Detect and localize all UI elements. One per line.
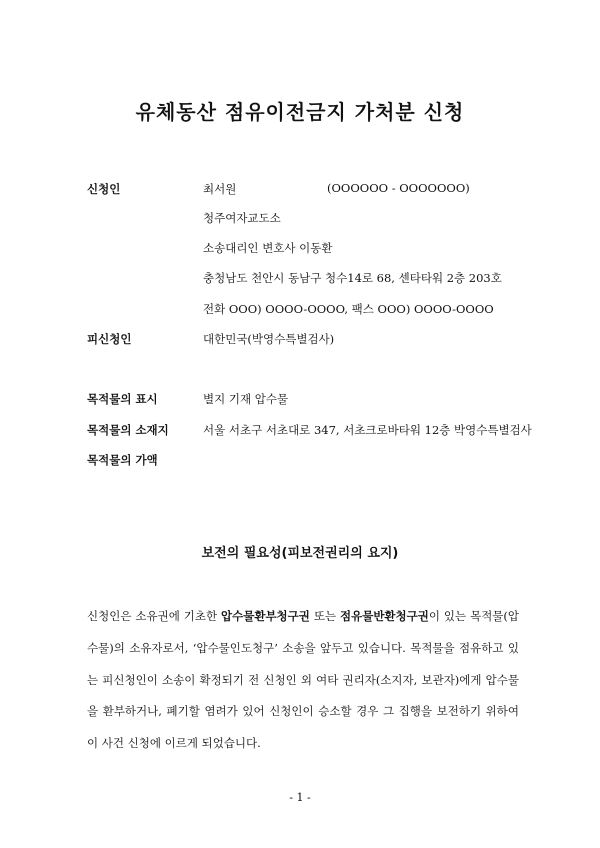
object-display-label: 목적물의 표시 [87, 392, 158, 406]
object-location-label: 목적물의 소재지 [87, 423, 169, 437]
respondent-label: 피신청인 [87, 332, 132, 346]
body-paragraph [87, 601, 519, 760]
object-price-label: 목적물의 가액 [87, 453, 158, 467]
body-bold-1: 압수물환부청구권 [221, 609, 310, 623]
applicant-label: 신청인 [87, 182, 121, 196]
applicant-address: 청주여자교도소 [203, 211, 281, 225]
applicant-id-number: (OOOOOO - OOOOOOO) [327, 181, 470, 195]
body-text-1: 신청인은 소유권에 기초한 [87, 609, 222, 623]
body-bold-2: 점유물반환청구권 [340, 609, 429, 623]
applicant-name: 최서원 [203, 182, 237, 196]
respondent-name: 대한민국(박영수특별검사) [203, 332, 335, 346]
body-text-3: 이 있는 목적물(압수물)의 소유자로서, ‘압수물인도청구’ 소송을 앞두고 있습니다. 목적물을 점유하고 있는 피신청인이 소송이 확정되기 전 신청인 외 여타 권리자(소지자, 보관자)에게 압수물을 환부하거나, 폐기할 염려가 있어 신청인이 승소할 경우 그 집행을 보전하기 위하여 이 사건 신청에 이르게 되었습니다. [87, 609, 520, 751]
object-display-value: 별지 기재 압수물 [203, 392, 289, 406]
agent-address: 충청남도 천안시 동남구 청수14로 68, 센타타워 2층 203호 [203, 271, 502, 285]
applicant-agent: 소송대리인 변호사 이동환 [203, 241, 333, 255]
document-title: 유체동산 점유이전금지 가처분 신청 [135, 100, 465, 124]
body-text-2: 또는 [309, 609, 340, 623]
section-title: 보전의 필요성(피보전권리의 요지) [201, 546, 399, 561]
page-number: - 1 - [289, 791, 311, 804]
object-location-value: 서울 서초구 서초대로 347, 서초크로바타워 12층 박영수특별검사 [203, 423, 532, 437]
agent-contact: 전화 OOO) OOOO-OOOO, 팩스 OOO) OOOO-OOOO [203, 302, 494, 316]
